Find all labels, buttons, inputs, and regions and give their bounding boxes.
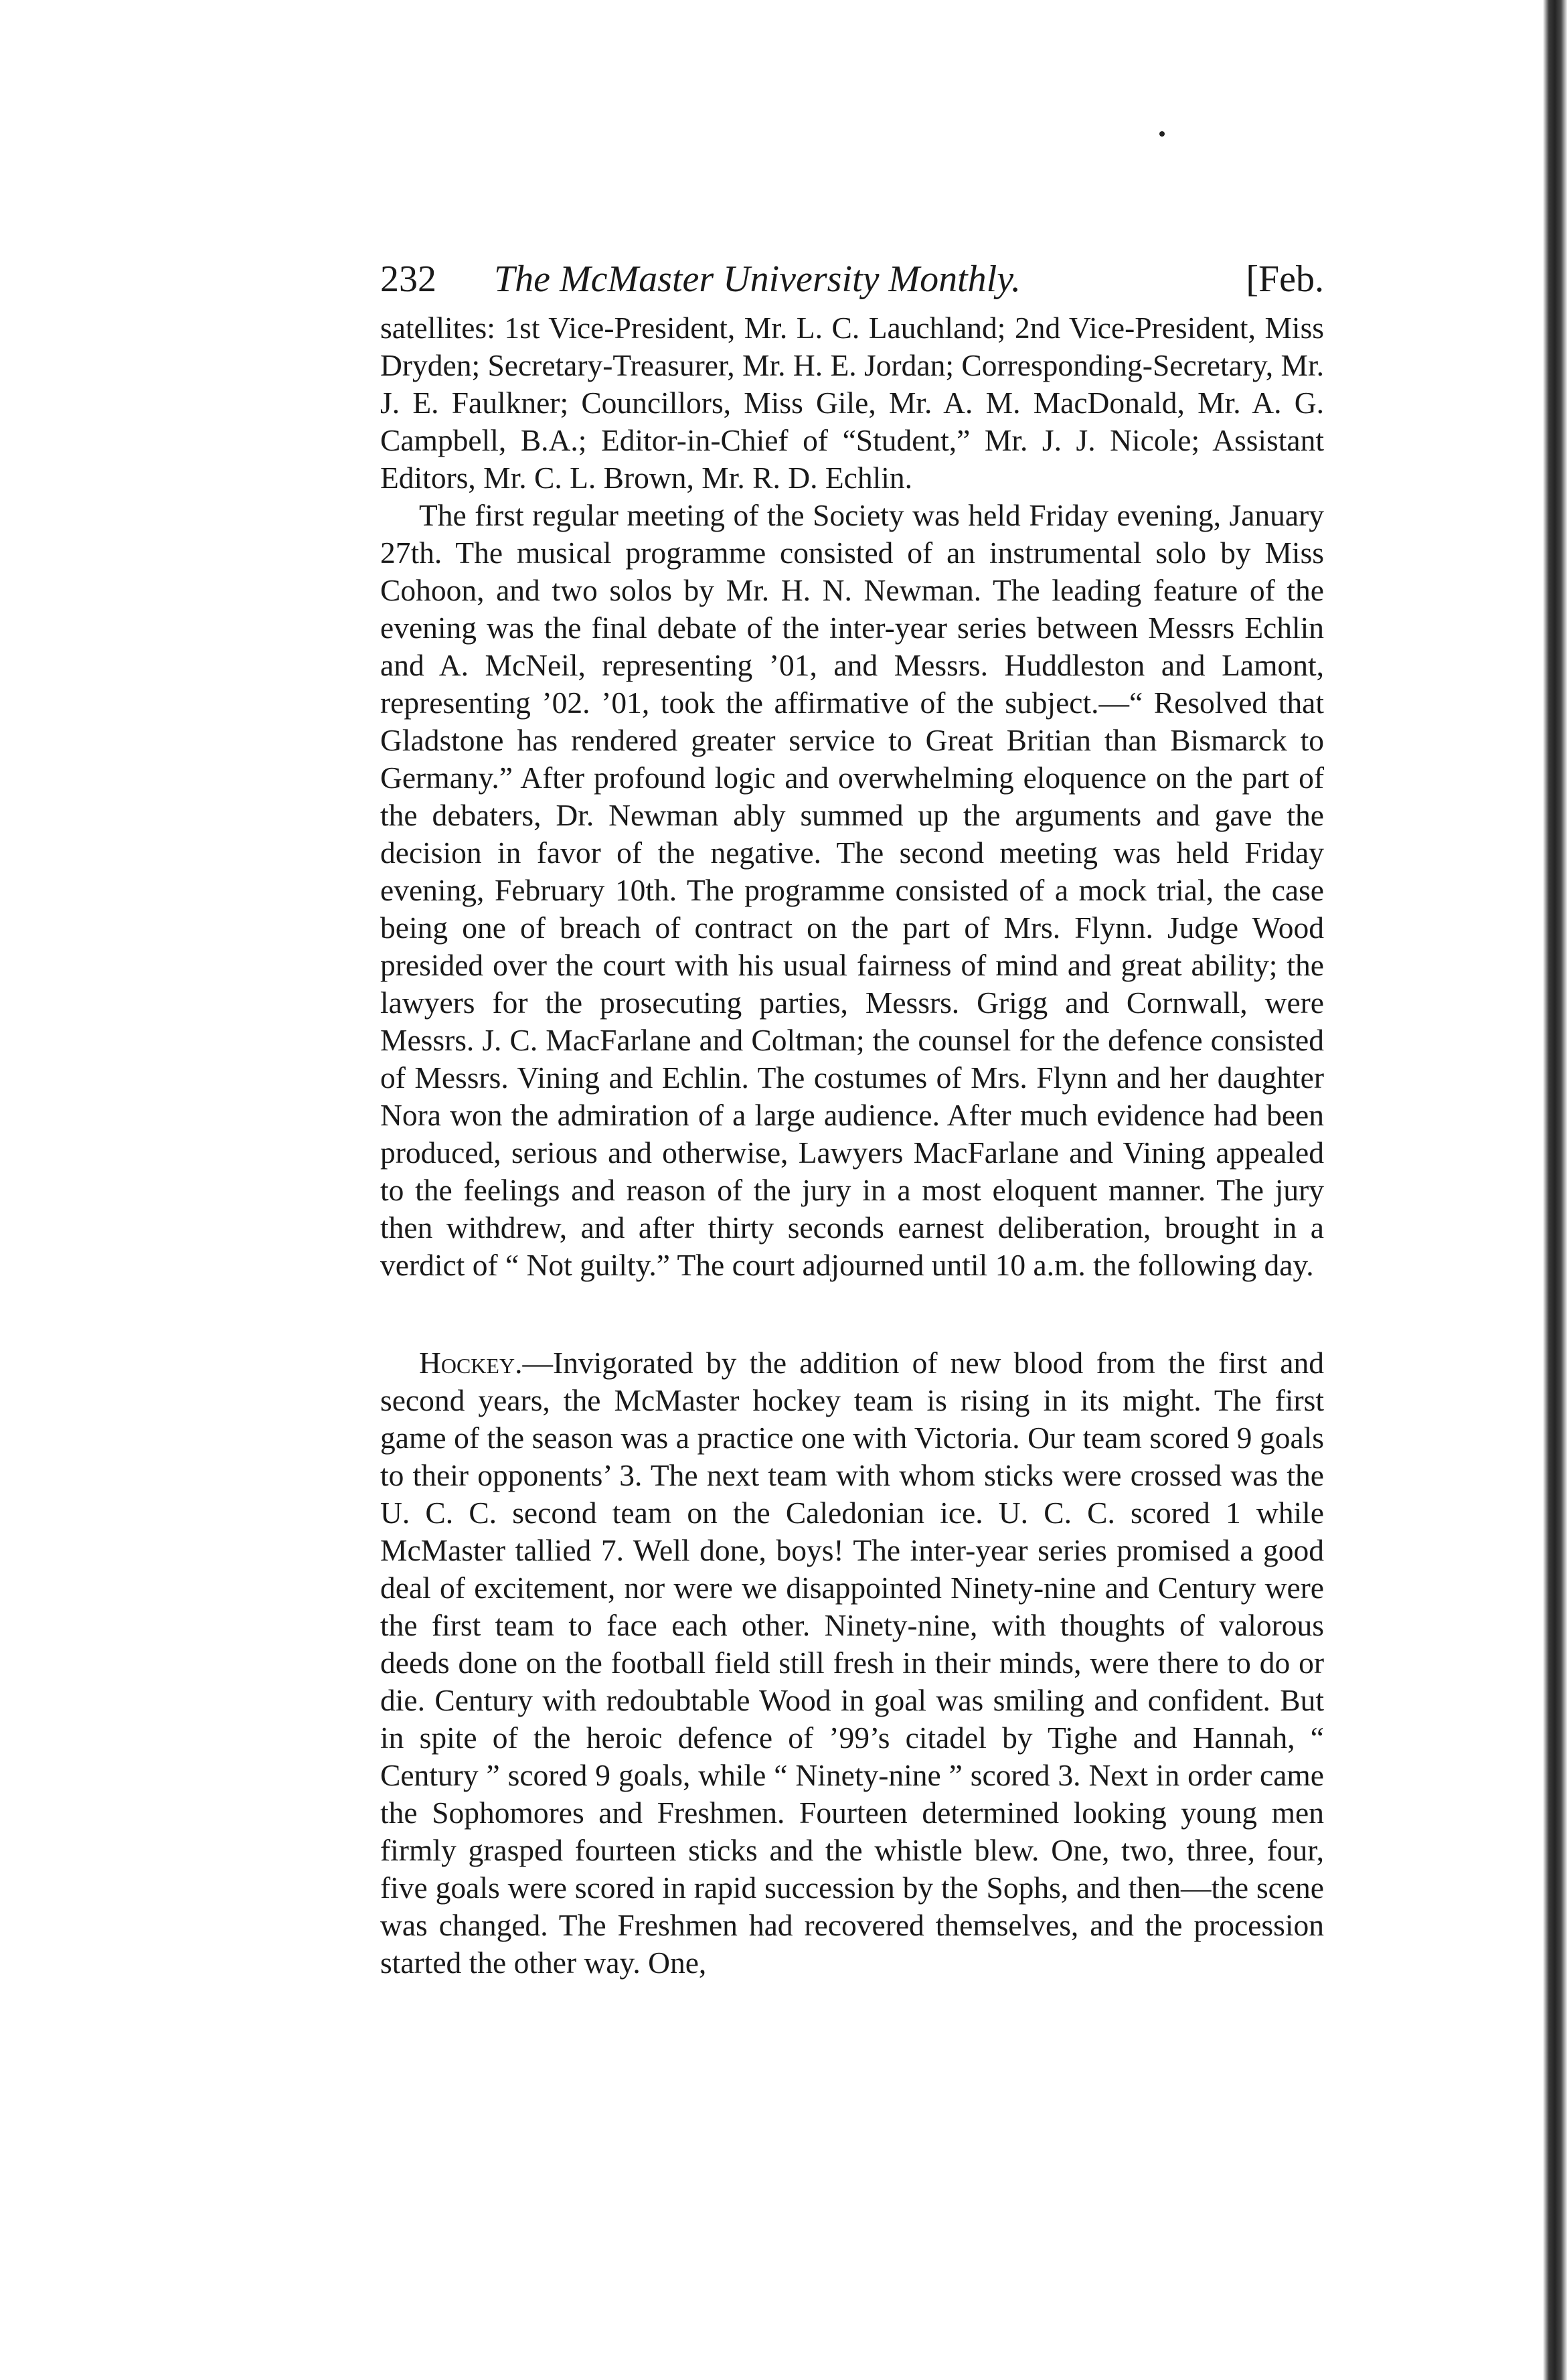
paragraph-meetings: The first regular meeting of the Society was held Friday evening, January 27th. The musical programme consisted of an instrumental solo by Miss Cohoon, and two solos by Mr. H. N. Newman. The leading feature of the evening was the final debate of the inter-year series between Messrs Echlin and A. McNeil, representing ’01, and Messrs. Huddleston and Lamont, representing ’02. ’01, took the affirmative of the subject.—“ Resolved that Gladstone has rendered greater service to Great Britian than Bismarck to Germany.” After profound logic and overwhelming eloquence on the part of the debaters, Dr. Newman ably summed up the arguments and gave the decision in favor of the negative. The second meeting was held Friday evening, February 10th. The programme consisted of a mock trial, the case being one of breach of contract on the part of Mrs. Flynn. Judge Wood presided over the court with his usual fairness of mind and great ability; the lawyers for the prosecuting parties, Messrs. Grigg and Cornwall, were Messrs. J. C. MacFarlane and Coltman; the counsel for the defence consisted of Messrs. Vining and Echlin. The costumes of Mrs. Flynn and her daughter Nora won the admiration of a large audience. After much evidence had been produced, serious and otherwise, Lawyers MacFarlane and Vining appealed to the feelings and reason of the jury in a most eloquent manner. The jury then withdrew, and after thirty seconds earnest deliberation, brought in a verdict of “ Not guilty.” The court adjourned until 10 a.m. the following day. bbox=[380, 498, 1324, 1282]
article-body bbox=[380, 309, 1324, 1982]
issue-month: [Feb. bbox=[1246, 258, 1324, 300]
hockey-heading: Hockey. bbox=[419, 1346, 523, 1380]
scan-speck bbox=[1159, 131, 1165, 137]
page-number: 232 bbox=[380, 258, 436, 300]
paragraph-officers: satellites: 1st Vice-President, Mr. L. C. Lauchland; 2nd Vice-President, Miss Dryden; Secretary-Treasurer, Mr. H. E. Jordan; Corresponding-Secretary, Mr. J. E. Faulkner; Councillors, Miss Gile, Mr. A. M. MacDonald, Mr. A. G. Campbell, B.A.; Editor-in-Chief of “Student,” Mr. J. J. Nicole; Assistant Editors, Mr. C. L. Brown, Mr. R. D. Echlin. bbox=[380, 311, 1324, 495]
hockey-text: —Invigorated by the addition of new blood from the first and second years, the McMaster hockey team is rising in its might. The first game of the season was a practice one with Victoria. Our team scored 9 goals to their opponents’ 3. The next team with whom sticks were crossed was the U. C. C. second team on the Caledonian ice. U. C. C. scored 1 while McMaster tallied 7. Well done, boys! The inter-year series promised a good deal of excitement, nor were we disappointed Ninety-nine and Century were the first team to face each other. Ninety-nine, with thoughts of valorous deeds done on the football field still fresh in their minds, were there to do or die. Century with redoubtable Wood in goal was smiling and confident. But in spite of the heroic defence of ’99’s citadel by Tighe and Hannah, “ Century ” scored 9 goals, while “ Ninety-nine ” scored 3. Next in order came the Sophomores and Freshmen. Fourteen determined looking young men firmly grasped fourteen sticks and the whistle blew. One, two, three, four, five goals were scored in rapid succession by the Sophs, and then—the scene was changed. The Freshmen had recovered themselves, and the procession started the other way. One, bbox=[380, 1346, 1324, 1980]
running-header bbox=[380, 249, 1324, 309]
scan-binding-edge bbox=[1527, 0, 1567, 2380]
running-title: The McMaster University Monthly. bbox=[494, 258, 1021, 300]
paragraph-hockey bbox=[380, 1344, 1324, 1982]
